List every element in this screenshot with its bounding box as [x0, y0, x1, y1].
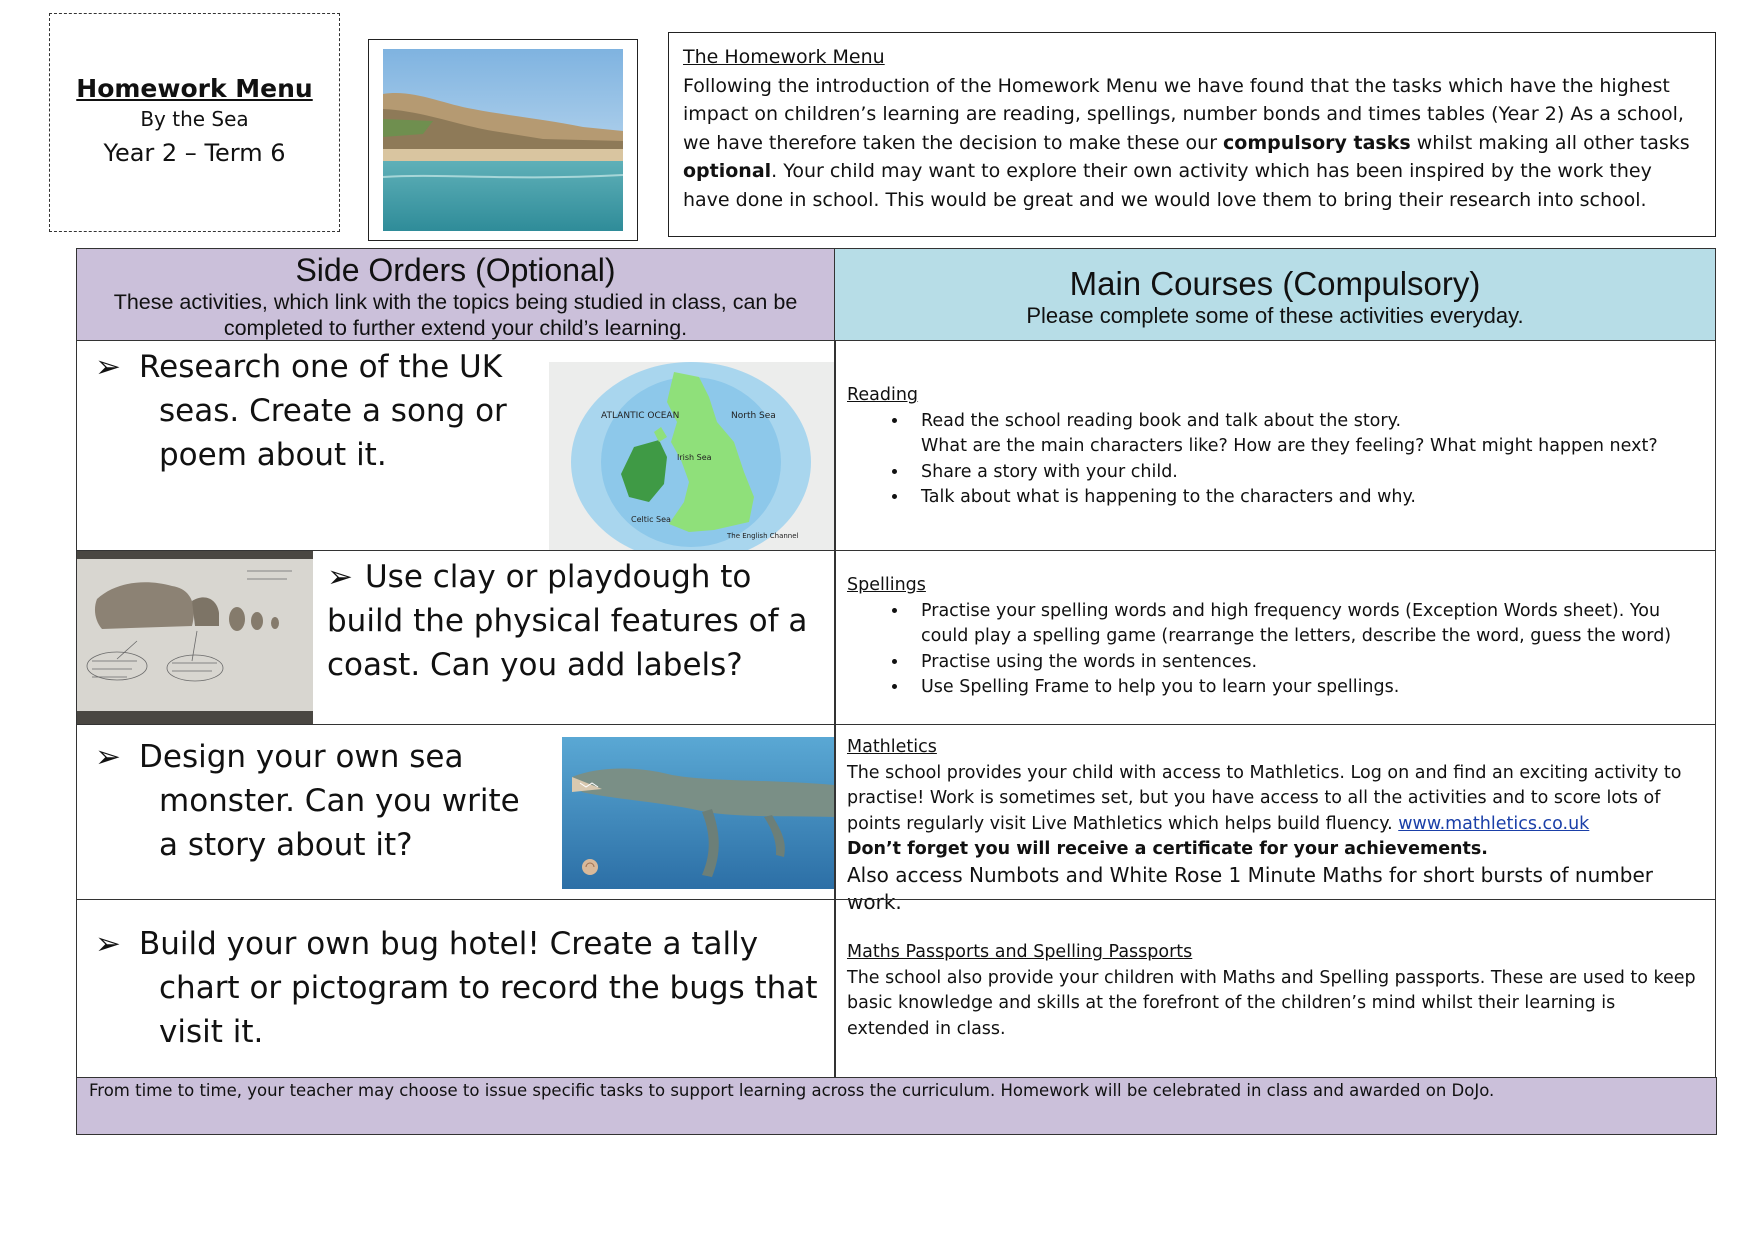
main-courses-title: Main Courses (Compulsory): [1069, 265, 1481, 302]
arrow-bullet-icon: ➢: [327, 559, 353, 595]
list-item: • Practise using the words in sentences.: [909, 650, 1703, 676]
side-task-row: [76, 550, 836, 725]
side-task-item: ➢ Use clay or playdough to build the physical features of a coast. Can you add labels?: [327, 555, 832, 687]
intro-text: Following the introduction of the Homework Menu we have found that the tasks which have the highest impact on children’s learning are reading, spellings, number bonds and times tables (Year 2) As a school, we have therefore taken the decision to make these our compulsory tasks whilst making all other tasks optional. Your child may want to explore their own activity which has been inspired by the work they have done in school. This would be great and we would love them to bring their research into school.: [683, 74, 1690, 211]
side-task-item: ➢ Design your own sea monster. Can you write a story about it?: [95, 739, 520, 863]
reading-heading: Reading: [847, 385, 919, 405]
map-label-celtic: Celtic Sea: [631, 515, 671, 524]
list-item: • Talk about what is happening to the characters and why.: [909, 485, 1703, 511]
uk-seas-map: [549, 362, 834, 550]
list-item: • Use Spelling Frame to help you to learn your spellings.: [909, 675, 1703, 701]
list-item: • Practise your spelling words and high frequency words (Exception Words sheet). You could play a spelling game (rearrange the letters, describe the word, guess the word): [909, 599, 1703, 650]
spellings-list: [847, 599, 1703, 701]
page-title: Homework Menu: [76, 74, 313, 103]
clay-coast-model-photo: [77, 551, 313, 724]
map-label-north: North Sea: [731, 411, 776, 421]
main-courses-description: Please complete some of these activities everyday.: [1026, 303, 1524, 328]
mathletics-cell: [834, 724, 1716, 914]
side-orders-header: [76, 248, 835, 341]
cliff-photo-frame: [368, 39, 638, 241]
side-task-item: ➢ Research one of the UK seas. Create a song or poem about it.: [95, 349, 507, 473]
term-label: Year 2 – Term 6: [103, 139, 286, 167]
intro-box: [668, 32, 1716, 237]
side-orders-description: These activities, which link with the topics being studied in class, can be completed to further extend your child’s learning.: [113, 290, 798, 340]
side-task-row: [76, 340, 836, 551]
side-task-item: ➢ Build your own bug hotel! Create a tally chart or pictogram to record the bugs that visit it.: [95, 926, 818, 1050]
map-label-irish: Irish Sea: [677, 453, 712, 462]
reading-cell: [834, 340, 1716, 551]
certificate-note: Don’t forget you will receive a certificate for your achievements.: [847, 839, 1488, 859]
map-label-channel: The English Channel: [727, 532, 799, 540]
numbots-note: Also access Numbots and White Rose 1 Minute Maths for short bursts of number work.: [847, 862, 1653, 914]
passports-text: The school also provide your children with Maths and Spelling passports. These are used to keep basic knowledge and skills at the forefront of the children’s mind whilst their learning is extended in class.: [847, 967, 1696, 1039]
reading-extra-line: What are the main characters like? How are they feeling? What might happen next?: [921, 436, 1658, 456]
title-box: [49, 13, 340, 232]
footer-note: From time to time, your teacher may choose to issue specific tasks to support learning across the curriculum. Homework will be celebrated in class and awarded on DoJo.: [76, 1077, 1717, 1135]
list-item: • Share a story with your child.: [909, 460, 1703, 486]
spellings-heading: Spellings: [847, 575, 926, 595]
side-task-row: [76, 724, 836, 900]
passports-cell: [834, 899, 1716, 1078]
passports-heading: Maths Passports and Spelling Passports: [847, 942, 1193, 962]
main-courses-header: [834, 248, 1716, 341]
list-item: • Read the school reading book and talk about the story. What are the main characters like? How are they feeling? What might happen next?: [909, 409, 1703, 460]
reading-list: [847, 409, 1703, 511]
mathletics-text: The school provides your child with access to Mathletics. Log on and find an exciting activity to practise! Work is sometimes set, but you have access to all the activities and to score lots of points regularly visit Live Mathletics which helps build fluency. www.mathletics.co.uk: [847, 762, 1682, 834]
mathletics-heading: Mathletics: [847, 737, 937, 757]
page-subtitle: By the Sea: [140, 107, 249, 131]
map-label-atlantic: ATLANTIC OCEAN: [601, 411, 680, 421]
side-orders-title: Side Orders (Optional): [295, 252, 616, 288]
intro-heading: The Homework Menu: [683, 46, 885, 68]
cliff-beach-photo: [383, 49, 623, 231]
side-task-row: [76, 899, 836, 1078]
spellings-cell: [834, 550, 1716, 725]
mathletics-link[interactable]: www.mathletics.co.uk: [1398, 813, 1590, 834]
sea-monster-illustration: [562, 737, 834, 889]
